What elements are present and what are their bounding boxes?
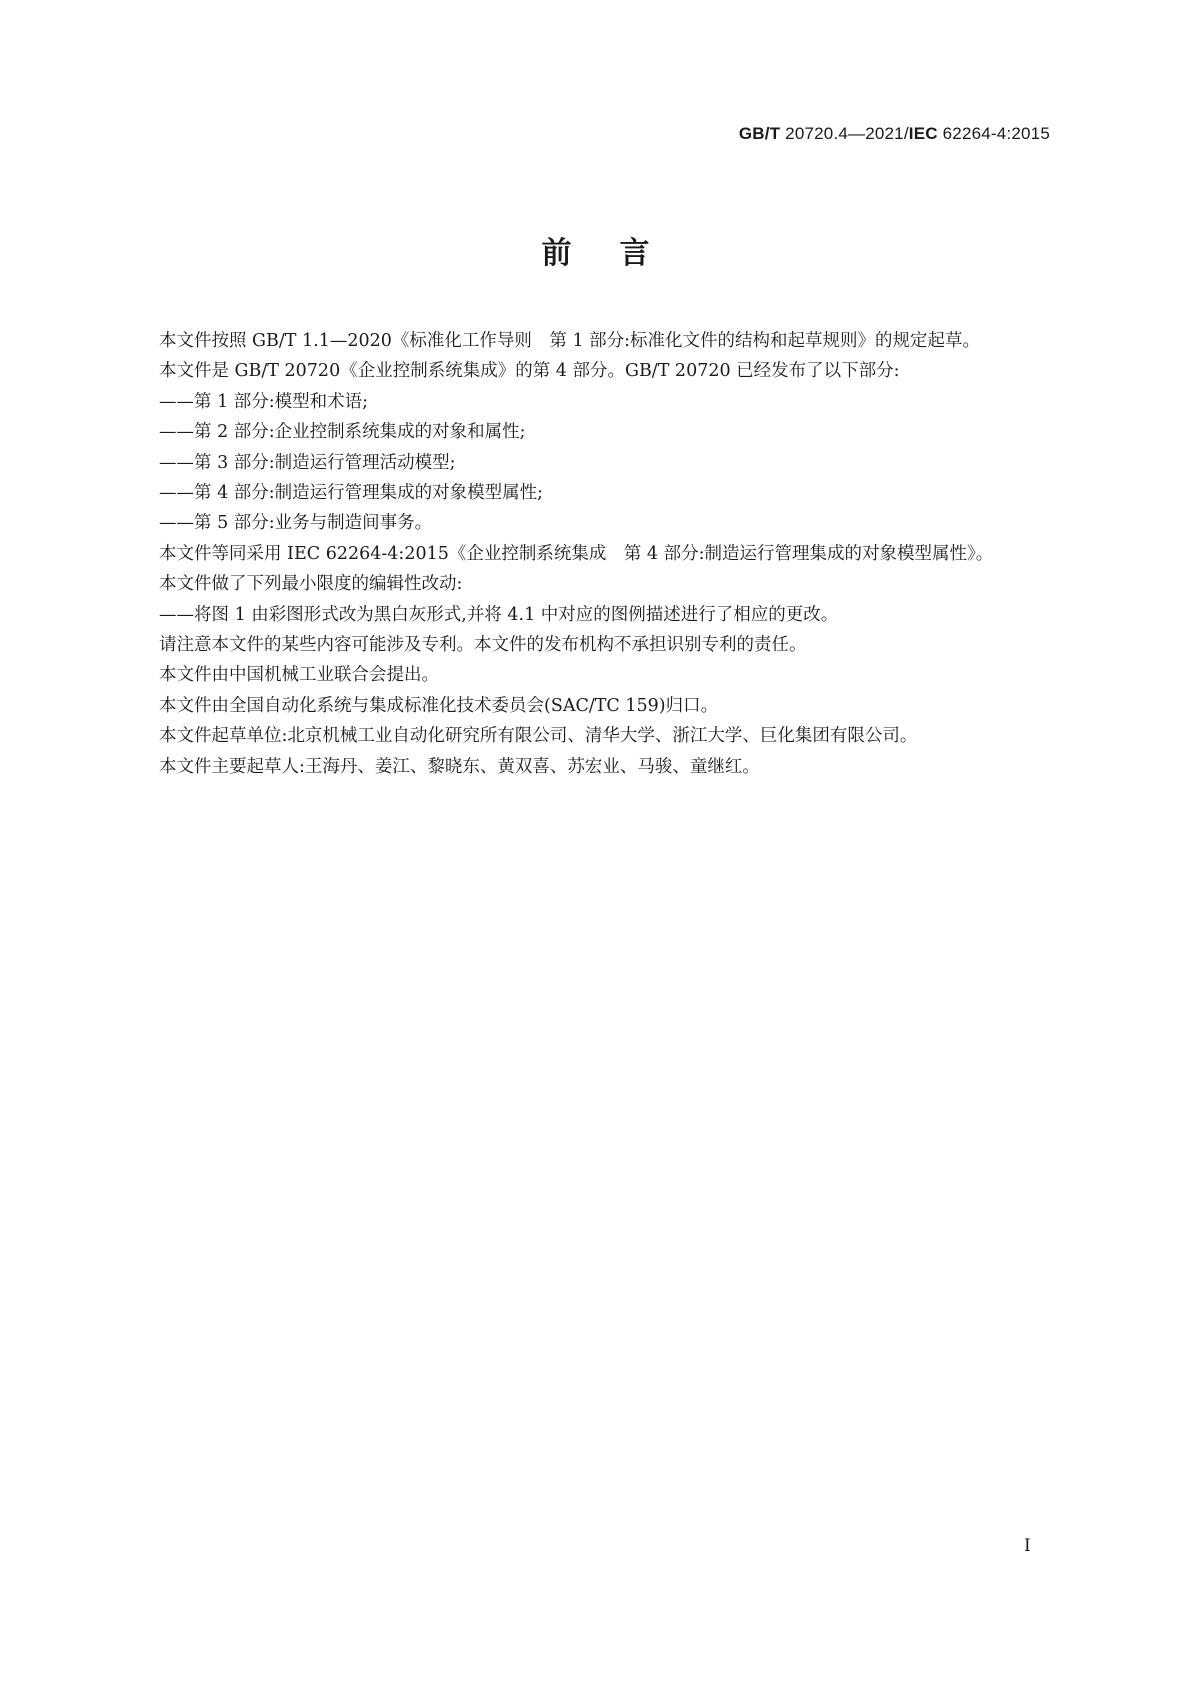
document-number — [739, 124, 1050, 144]
paragraph-series-intro: 本文件是 GB/T 20720《企业控制系统集成》的第 4 部分。GB/T 20720 已经发布了以下部分: — [159, 361, 900, 382]
paragraph-proposed-by: 本文件由中国机械工业联合会提出。 — [159, 665, 439, 686]
foreword-body — [124, 326, 1064, 782]
doc-number-gbt: GB/T — [738, 124, 781, 143]
list-item-part-3: ——第 3 部分:制造运行管理活动模型; — [159, 452, 456, 473]
list-item-part-1: ——第 1 部分:模型和术语; — [159, 391, 369, 412]
paragraph-drafting-units: 本文件起草单位:北京机械工业自动化研究所有限公司、清华大学、浙江大学、巨化集团有限公司。 — [159, 726, 918, 747]
paragraph-editorial-changes: 本文件做了下列最小限度的编辑性改动: — [159, 574, 463, 595]
doc-number-main: 20720.4—2021/ — [785, 124, 909, 143]
paragraph-technical-committee: 本文件由全国自动化系统与集成标准化技术委员会(SAC/TC 159)归口。 — [159, 695, 719, 716]
paragraph-patent-notice: 请注意本文件的某些内容可能涉及专利。本文件的发布机构不承担识别专利的责任。 — [159, 635, 807, 656]
list-item-part-5: ——第 5 部分:业务与制造间事务。 — [159, 513, 433, 534]
paragraph-equivalence: 本文件等同采用 IEC 62264-4:2015《企业控制系统集成 第 4 部分:制造运行管理集成的对象模型属性》。 — [159, 543, 994, 564]
page-number: I — [1024, 1536, 1031, 1556]
paragraph-drafters: 本文件主要起草人:王海丹、姜江、黎晓东、黄双喜、苏宏业、马骏、童继红。 — [159, 756, 760, 777]
page-title: 前言 — [541, 236, 698, 271]
doc-number-iec-rest: 62264-4:2015 — [942, 124, 1050, 143]
list-item-part-4: ——第 4 部分:制造运行管理集成的对象模型属性; — [159, 483, 544, 504]
list-item-part-2: ——第 2 部分:企业控制系统集成的对象和属性; — [159, 422, 526, 443]
list-item-change-1: ——将图 1 由彩图形式改为黑白灰形式,并将 4.1 中对应的图例描述进行了相应的更改。 — [159, 604, 839, 625]
doc-number-iec: IEC — [908, 124, 938, 143]
paragraph-drafting-rules: 本文件按照 GB/T 1.1—2020《标准化工作导则 第 1 部分:标准化文件的结构和起草规则》的规定起草。 — [159, 331, 981, 351]
